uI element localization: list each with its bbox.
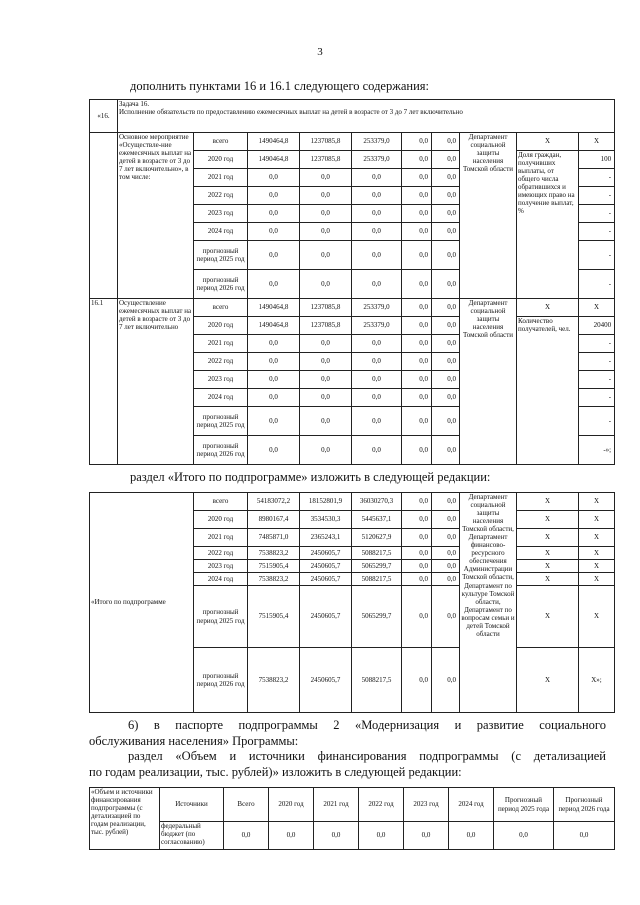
federal-cell: 0,0: [300, 436, 352, 465]
value-cell: 0,0: [404, 822, 449, 850]
regional-cell: 0,0: [352, 436, 402, 465]
local-cell: 0,0: [402, 573, 432, 586]
indicator-value-cell: -: [579, 407, 615, 436]
regional-cell: 5088217,5: [352, 648, 402, 713]
item-name: Основное мероприятие «Осуществле-ние ежемесячных выплат на детей в возрасте от 3 до 7 лет включительно», в том числе:: [118, 133, 194, 299]
regional-cell: 0,0: [352, 389, 402, 407]
period-cell: всего: [194, 133, 248, 151]
federal-cell: 0,0: [300, 270, 352, 299]
local-cell: 0,0: [402, 389, 432, 407]
local-cell: 0,0: [402, 371, 432, 389]
value-cell: 0,0: [359, 822, 404, 850]
other-cell: 0,0: [432, 407, 460, 436]
para6-line-1: 6) в паспорте подпрограммы 2 «Модернизация и развитие социального: [128, 718, 606, 732]
para6-line-4: по годам реализации, тыс. рублей)» изложить в следующей редакции:: [89, 765, 462, 779]
indicator-x-cell: X: [517, 586, 579, 648]
total-cell: 0,0: [248, 353, 300, 371]
period-cell: всего: [194, 493, 248, 511]
regional-cell: 253379,0: [352, 299, 402, 317]
regional-cell: 253379,0: [352, 151, 402, 169]
total-cell: 0,0: [248, 223, 300, 241]
regional-cell: 0,0: [352, 205, 402, 223]
local-cell: 0,0: [402, 547, 432, 560]
local-cell: 0,0: [402, 586, 432, 648]
value-cell: 0,0: [269, 822, 314, 850]
federal-cell: 2450605,7: [300, 547, 352, 560]
regional-cell: 253379,0: [352, 133, 402, 151]
column-header: 2020 год: [269, 788, 314, 822]
source-cell: федеральный бюджет (по согласованию): [160, 822, 224, 850]
period-cell: 2024 год: [194, 389, 248, 407]
indicator-cell: Доля граждан, получивших выплаты, от общего числа обратившихся и имеющих право на получение выплат, %: [517, 151, 579, 299]
period-cell: прогнозный период 2025 год: [194, 586, 248, 648]
item-name: Осуществление ежемесячных выплат на детей в возрасте от 3 до 7 лет включительно: [118, 299, 194, 465]
other-cell: 0,0: [432, 547, 460, 560]
table-row: [90, 822, 615, 850]
indicator-value-cell: -: [579, 187, 615, 205]
other-cell: 0,0: [432, 169, 460, 187]
local-cell: 0,0: [402, 205, 432, 223]
column-header: Всего: [224, 788, 269, 822]
federal-cell: 0,0: [300, 187, 352, 205]
other-cell: 0,0: [432, 270, 460, 299]
regional-cell: 0,0: [352, 241, 402, 270]
department-cell: Департамент социальной защиты населения Томской области: [460, 299, 517, 465]
other-cell: 0,0: [432, 353, 460, 371]
other-cell: 0,0: [432, 573, 460, 586]
indicator-x-cell: X: [517, 493, 579, 511]
intro-line-1: дополнить пунктами 16 и 16.1 следующего содержания:: [130, 79, 430, 93]
para6-line-3: раздел «Объем и источники финансирования подпрограммы (с детализацией: [128, 749, 606, 763]
other-cell: 0,0: [432, 586, 460, 648]
value-x-cell: X: [579, 529, 615, 547]
federal-cell: 0,0: [300, 241, 352, 270]
federal-cell: 0,0: [300, 389, 352, 407]
local-cell: 0,0: [402, 529, 432, 547]
other-cell: 0,0: [432, 317, 460, 335]
column-header: Источники: [160, 788, 224, 822]
regional-cell: 0,0: [352, 371, 402, 389]
department-cell: Департамент социальной защиты населения Томской области: [460, 133, 517, 299]
period-cell: 2022 год: [194, 187, 248, 205]
total-label: «Итого по подпрограмме: [90, 493, 194, 713]
period-cell: всего: [194, 299, 248, 317]
value-cell: 0,0: [554, 822, 615, 850]
period-cell: 2024 год: [194, 223, 248, 241]
value-x-cell: X: [579, 547, 615, 560]
federal-cell: 0,0: [300, 335, 352, 353]
indicator-value-cell: -: [579, 335, 615, 353]
page-number: 3: [317, 46, 323, 58]
federal-cell: 0,0: [300, 407, 352, 436]
task-number: «16.: [90, 100, 118, 133]
regional-cell: 0,0: [352, 407, 402, 436]
indicator-value-cell: -: [579, 371, 615, 389]
other-cell: 0,0: [432, 371, 460, 389]
total-cell: 0,0: [248, 335, 300, 353]
total-cell: 7538823,2: [248, 547, 300, 560]
federal-cell: 0,0: [300, 205, 352, 223]
task-title-line-1: Задача 16.: [119, 100, 150, 108]
other-cell: 0,0: [432, 299, 460, 317]
period-cell: 2023 год: [194, 371, 248, 389]
total-cell: 0,0: [248, 371, 300, 389]
indicator-x-cell: X: [517, 560, 579, 573]
regional-cell: 0,0: [352, 353, 402, 371]
local-cell: 0,0: [402, 648, 432, 713]
table-items-16: [89, 99, 615, 465]
total-cell: 1490464,8: [248, 151, 300, 169]
total-cell: 0,0: [248, 389, 300, 407]
column-header: 2021 год: [314, 788, 359, 822]
table-row: [90, 299, 615, 317]
other-cell: 0,0: [432, 493, 460, 511]
department-cell: Департамент социальной защиты населения Томской области, Департамент финансово-ресурсного обеспечения Администрации Томской области, Департамент по культуре Томской области, Департамент по вопросам семьи и детей Томской области: [460, 493, 517, 713]
header-row: [90, 788, 615, 822]
local-cell: 0,0: [402, 493, 432, 511]
regional-cell: 0,0: [352, 187, 402, 205]
total-cell: 0,0: [248, 169, 300, 187]
total-cell: 0,0: [248, 407, 300, 436]
federal-cell: 2450605,7: [300, 560, 352, 573]
period-cell: 2020 год: [194, 511, 248, 529]
regional-cell: 36030270,3: [352, 493, 402, 511]
federal-cell: 3534530,3: [300, 511, 352, 529]
other-cell: 0,0: [432, 187, 460, 205]
value-x-cell: X: [579, 299, 615, 317]
other-cell: 0,0: [432, 241, 460, 270]
indicator-value-cell: -»;: [579, 436, 615, 465]
federal-cell: 1237085,8: [300, 299, 352, 317]
other-cell: 0,0: [432, 223, 460, 241]
local-cell: 0,0: [402, 270, 432, 299]
total-cell: 7538823,2: [248, 573, 300, 586]
local-cell: 0,0: [402, 151, 432, 169]
other-cell: 0,0: [432, 560, 460, 573]
intro-line-2: раздел «Итого по подпрограмме» изложить в следующей редакции:: [130, 470, 491, 484]
indicator-x-cell: X: [517, 547, 579, 560]
local-cell: 0,0: [402, 133, 432, 151]
federal-cell: 1237085,8: [300, 317, 352, 335]
period-cell: 2021 год: [194, 169, 248, 187]
other-cell: 0,0: [432, 205, 460, 223]
value-x-cell: X: [579, 560, 615, 573]
period-cell: прогнозный период 2026 год: [194, 270, 248, 299]
local-cell: 0,0: [402, 335, 432, 353]
total-cell: 7515905,4: [248, 586, 300, 648]
indicator-value-cell: 100: [579, 151, 615, 169]
indicator-x-cell: X: [517, 299, 579, 317]
indicator-x-cell: X: [517, 133, 579, 151]
regional-cell: 0,0: [352, 270, 402, 299]
federal-cell: 2450605,7: [300, 573, 352, 586]
period-cell: 2024 год: [194, 573, 248, 586]
indicator-value-cell: -: [579, 205, 615, 223]
local-cell: 0,0: [402, 407, 432, 436]
local-cell: 0,0: [402, 169, 432, 187]
other-cell: 0,0: [432, 511, 460, 529]
total-cell: 7515905,4: [248, 560, 300, 573]
indicator-x-cell: X: [517, 573, 579, 586]
value-x-cell: X: [579, 586, 615, 648]
local-cell: 0,0: [402, 353, 432, 371]
total-cell: 8980167,4: [248, 511, 300, 529]
total-cell: 7538823,2: [248, 648, 300, 713]
indicator-value-cell: -: [579, 270, 615, 299]
regional-cell: 5065299,7: [352, 560, 402, 573]
total-cell: 0,0: [248, 187, 300, 205]
task-title: [118, 100, 615, 133]
other-cell: 0,0: [432, 529, 460, 547]
other-cell: 0,0: [432, 335, 460, 353]
period-cell: 2023 год: [194, 560, 248, 573]
value-cell: 0,0: [314, 822, 359, 850]
column-header: 2023 год: [404, 788, 449, 822]
indicator-value-cell: -: [579, 241, 615, 270]
federal-cell: 0,0: [300, 371, 352, 389]
regional-cell: 0,0: [352, 335, 402, 353]
indicator-value-cell: -: [579, 389, 615, 407]
value-x-cell: X: [579, 573, 615, 586]
period-cell: 2020 год: [194, 151, 248, 169]
period-cell: прогнозный период 2026 год: [194, 436, 248, 465]
federal-cell: 2450605,7: [300, 648, 352, 713]
table-total: [89, 492, 615, 713]
federal-cell: 2450605,7: [300, 586, 352, 648]
period-cell: прогнозный период 2026 год: [194, 648, 248, 713]
indicator-x-cell: X: [517, 648, 579, 713]
period-cell: 2020 год: [194, 317, 248, 335]
total-cell: 0,0: [248, 436, 300, 465]
indicator-value-cell: -: [579, 169, 615, 187]
other-cell: 0,0: [432, 436, 460, 465]
period-cell: 2021 год: [194, 335, 248, 353]
column-header: Прогнозный период 2026 года: [554, 788, 615, 822]
indicator-value-cell: -: [579, 223, 615, 241]
federal-cell: 1237085,8: [300, 133, 352, 151]
total-cell: 1490464,8: [248, 133, 300, 151]
regional-cell: 253379,0: [352, 317, 402, 335]
period-cell: прогнозный период 2025 год: [194, 241, 248, 270]
regional-cell: 5088217,5: [352, 547, 402, 560]
period-cell: 2021 год: [194, 529, 248, 547]
regional-cell: 5445637,1: [352, 511, 402, 529]
federal-cell: 0,0: [300, 169, 352, 187]
item-number: 16.1: [90, 299, 118, 465]
regional-cell: 5120627,9: [352, 529, 402, 547]
local-cell: 0,0: [402, 560, 432, 573]
total-cell: 1490464,8: [248, 317, 300, 335]
table-funding: [89, 787, 615, 850]
regional-cell: 0,0: [352, 223, 402, 241]
para6-line-2: обслуживания населения» Программы:: [89, 734, 299, 748]
total-cell: 0,0: [248, 241, 300, 270]
local-cell: 0,0: [402, 299, 432, 317]
regional-cell: 5088217,5: [352, 573, 402, 586]
local-cell: 0,0: [402, 511, 432, 529]
value-x-cell: X: [579, 133, 615, 151]
total-cell: 0,0: [248, 270, 300, 299]
value-x-cell: X»;: [579, 648, 615, 713]
federal-cell: 0,0: [300, 353, 352, 371]
indicator-value-cell: 20400: [579, 317, 615, 335]
total-cell: 54183072,2: [248, 493, 300, 511]
local-cell: 0,0: [402, 187, 432, 205]
table-row: [90, 133, 615, 151]
total-cell: 1490464,8: [248, 299, 300, 317]
other-cell: 0,0: [432, 389, 460, 407]
column-header: 2022 год: [359, 788, 404, 822]
funding-label: «Объем и источники финансирования подпрограммы (с детализацией по годам реализации, тыс. рублей): [90, 788, 160, 850]
indicator-x-cell: X: [517, 511, 579, 529]
total-cell: 7485871,0: [248, 529, 300, 547]
regional-cell: 0,0: [352, 169, 402, 187]
federal-cell: 18152801,9: [300, 493, 352, 511]
item-number: [90, 133, 118, 299]
indicator-cell: Количество получателей, чел.: [517, 317, 579, 465]
task-row: [90, 100, 615, 133]
column-header: Прогнозный период 2025 года: [494, 788, 554, 822]
value-x-cell: X: [579, 511, 615, 529]
regional-cell: 5065299,7: [352, 586, 402, 648]
period-cell: прогнозный период 2025 год: [194, 407, 248, 436]
value-cell: 0,0: [494, 822, 554, 850]
value-cell: 0,0: [224, 822, 269, 850]
federal-cell: 0,0: [300, 223, 352, 241]
value-cell: 0,0: [449, 822, 494, 850]
federal-cell: 1237085,8: [300, 151, 352, 169]
other-cell: 0,0: [432, 133, 460, 151]
period-cell: 2022 год: [194, 353, 248, 371]
local-cell: 0,0: [402, 317, 432, 335]
value-x-cell: X: [579, 493, 615, 511]
indicator-value-cell: -: [579, 353, 615, 371]
table-row: [90, 493, 615, 511]
period-cell: 2023 год: [194, 205, 248, 223]
federal-cell: 2365243,1: [300, 529, 352, 547]
period-cell: 2022 год: [194, 547, 248, 560]
indicator-x-cell: X: [517, 529, 579, 547]
local-cell: 0,0: [402, 223, 432, 241]
task-title-line-2: Исполнение обязательств по предоставлению ежемесячных выплат на детей в возрасте от 3 до 7 лет включительно: [119, 108, 463, 117]
column-header: 2024 год: [449, 788, 494, 822]
other-cell: 0,0: [432, 648, 460, 713]
total-cell: 0,0: [248, 205, 300, 223]
local-cell: 0,0: [402, 436, 432, 465]
local-cell: 0,0: [402, 241, 432, 270]
other-cell: 0,0: [432, 151, 460, 169]
